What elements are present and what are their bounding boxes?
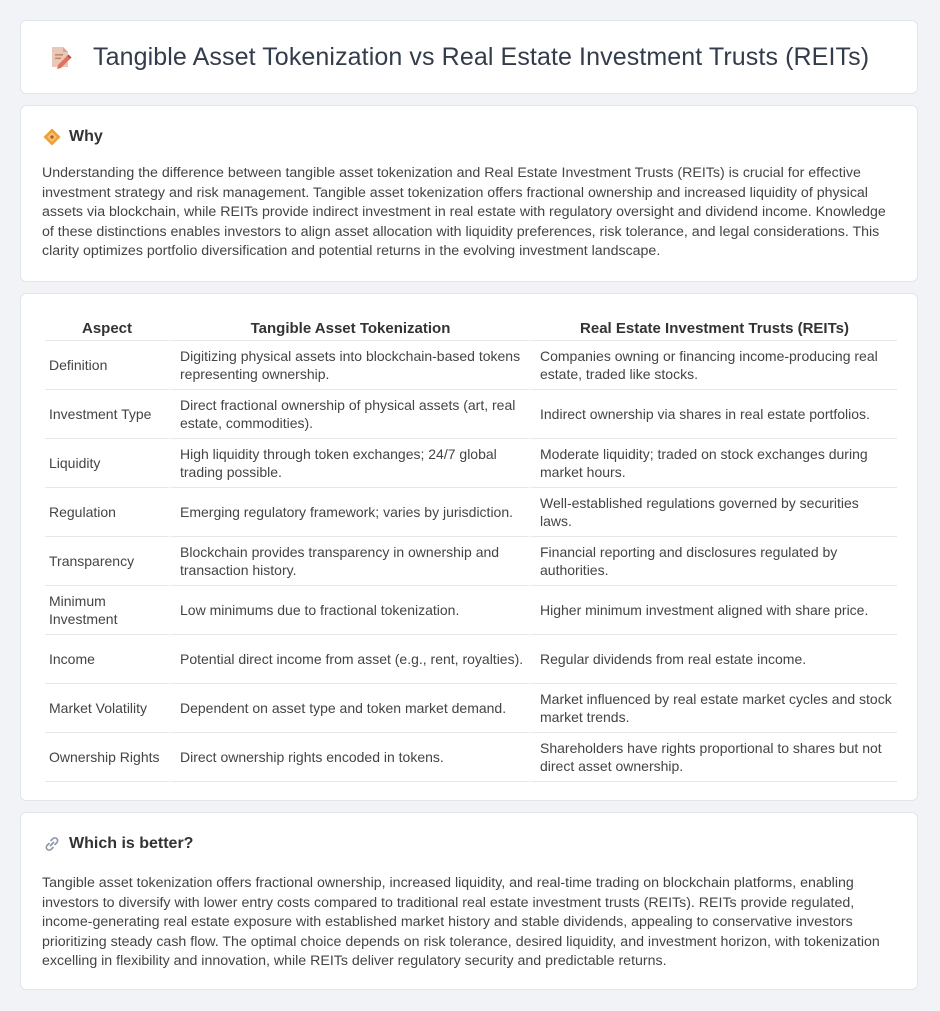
cell-tokenization: Low minimums due to fractional tokenization. xyxy=(169,586,529,635)
cell-tokenization: Direct ownership rights encoded in tokens. xyxy=(169,733,529,782)
cell-aspect: Transparency xyxy=(45,537,169,586)
cell-aspect: Investment Type xyxy=(45,390,169,439)
column-header-tokenization: Tangible Asset Tokenization xyxy=(169,316,529,341)
cell-tokenization: High liquidity through token exchanges; 24/7 global trading possible. xyxy=(169,439,529,488)
cell-reits: Indirect ownership via shares in real estate portfolios. xyxy=(529,390,897,439)
cell-reits: Companies owning or financing income-producing real estate, traded like stocks. xyxy=(529,341,897,390)
why-heading xyxy=(43,128,103,146)
table-row xyxy=(45,733,897,782)
cell-reits: Well-established regulations governed by securities laws. xyxy=(529,488,897,537)
cell-aspect: Regulation xyxy=(45,488,169,537)
column-header-aspect: Aspect xyxy=(45,316,169,341)
diamond-sign-icon xyxy=(43,128,61,146)
better-heading xyxy=(43,835,193,853)
link-icon xyxy=(43,835,61,853)
comparison-card xyxy=(20,293,918,801)
cell-aspect: Definition xyxy=(45,341,169,390)
table-row xyxy=(45,684,897,733)
table-row xyxy=(45,488,897,537)
table-row xyxy=(45,341,897,390)
page-title: Tangible Asset Tokenization vs Real Estate Investment Trusts (REITs) xyxy=(93,42,870,71)
why-heading-text: Why xyxy=(69,128,103,145)
cell-aspect: Ownership Rights xyxy=(45,733,169,782)
cell-tokenization: Direct fractional ownership of physical assets (art, real estate, commodities). xyxy=(169,390,529,439)
table-row xyxy=(45,537,897,586)
table-row xyxy=(45,439,897,488)
cell-reits: Moderate liquidity; traded on stock exchanges during market hours. xyxy=(529,439,897,488)
table-row xyxy=(45,390,897,439)
cell-tokenization: Blockchain provides transparency in ownership and transaction history. xyxy=(169,537,529,586)
title-card xyxy=(20,20,918,94)
why-paragraph: Understanding the difference between tangible asset tokenization and Real Estate Investment Trusts (REITs) is crucial for effective investment strategy and risk management. Tangible asset tokenization offers fractional ownership and increased liquidity of physical assets via blockchain, while REITs provide indirect investment in real estate with regulatory oversight and dividend income. Knowledge of these distinctions enables investors to align asset allocation with liquidity preferences, risk tolerance, and legal considerations. This clarity optimizes portfolio diversification and potential returns in the evolving investment landscape. xyxy=(42,165,886,260)
cell-reits: Financial reporting and disclosures regulated by authorities. xyxy=(529,537,897,586)
column-header-reits: Real Estate Investment Trusts (REITs) xyxy=(529,316,897,341)
better-paragraph: Tangible asset tokenization offers fractional ownership, increased liquidity, and real-time trading on blockchain platforms, enabling investors to diversify with lower entry costs compared to traditional real estate investment trusts (REITs). REITs provide regulated, income-generating real estate exposure with established market history and stable dividends, appealing to conservative investors prioritizing steady cash flow. The optimal choice depends on risk tolerance, desired liquidity, and investment horizon, with tokenization excelling in flexibility and innovation, while REITs deliver regulatory security and predictable returns. xyxy=(42,875,880,970)
cell-tokenization: Potential direct income from asset (e.g., rent, royalties). xyxy=(169,635,529,684)
cell-tokenization: Emerging regulatory framework; varies by jurisdiction. xyxy=(169,488,529,537)
better-heading-text: Which is better? xyxy=(69,835,194,852)
cell-aspect: Market Volatility xyxy=(45,684,169,733)
cell-reits: Higher minimum investment aligned with share price. xyxy=(529,586,897,635)
cell-aspect: Liquidity xyxy=(45,439,169,488)
cell-reits: Regular dividends from real estate income. xyxy=(529,635,897,684)
edit-document-icon xyxy=(47,44,73,70)
table-row xyxy=(45,635,897,684)
which-better-section xyxy=(20,812,918,990)
cell-reits: Market influenced by real estate market cycles and stock market trends. xyxy=(529,684,897,733)
cell-tokenization: Digitizing physical assets into blockchain-based tokens representing ownership. xyxy=(169,341,529,390)
comparison-table xyxy=(45,316,897,782)
cell-reits: Shareholders have rights proportional to shares but not direct asset ownership. xyxy=(529,733,897,782)
why-section xyxy=(20,105,918,282)
cell-tokenization: Dependent on asset type and token market demand. xyxy=(169,684,529,733)
table-header-row xyxy=(45,316,897,341)
cell-aspect: Minimum Investment xyxy=(45,586,169,635)
table-row xyxy=(45,586,897,635)
cell-aspect: Income xyxy=(45,635,169,684)
